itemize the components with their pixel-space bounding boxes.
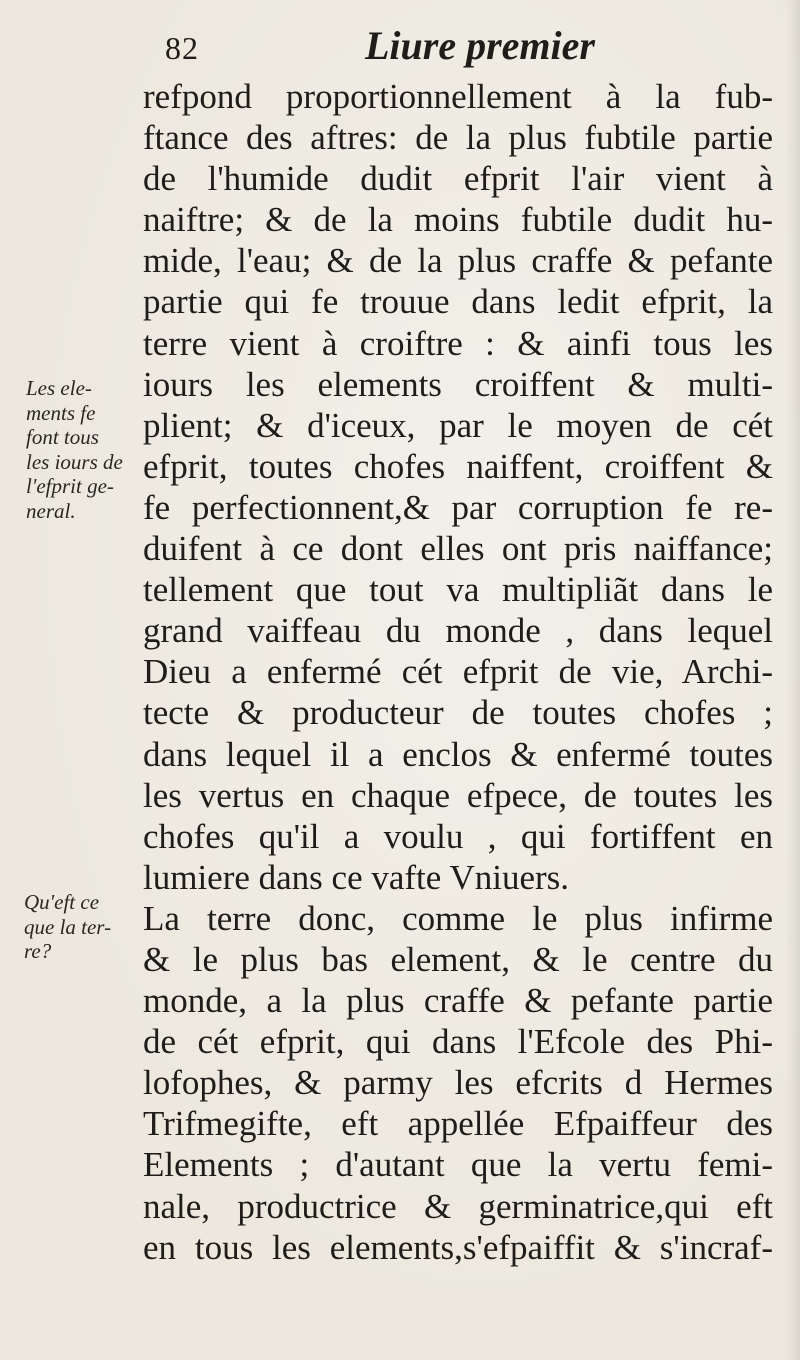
text-line: efprit, toutes chofes naiffent, croiffent & bbox=[143, 446, 773, 486]
margin-note-line: neral. bbox=[26, 498, 76, 523]
text-line: Dieu a enfermé cét efprit de vie, Archi- bbox=[143, 652, 773, 692]
page-number: 82 bbox=[165, 30, 199, 66]
page-edge-shadow bbox=[786, 0, 800, 1360]
text-line: partie qui fe trouue dans ledit efprit, la bbox=[143, 282, 773, 322]
text-line: chofes qu'il a voulu , qui fortiffent en bbox=[143, 816, 773, 856]
text-line: naiftre; & de la moins fubtile dudit hu- bbox=[143, 200, 773, 240]
text-line: terre vient à croiftre : & ainfi tous les bbox=[143, 323, 773, 363]
main-text-block bbox=[143, 76, 773, 1268]
margin-note-line: que la ter- bbox=[24, 914, 112, 939]
text-line: La terre donc, comme le plus infirme bbox=[143, 898, 773, 938]
margin-note-line: Qu'eft ce bbox=[24, 890, 100, 914]
text-line: monde, a la plus craffe & pefante partie bbox=[143, 981, 773, 1021]
text-line: Trifmegifte, eft appellée Efpaiffeur des bbox=[143, 1104, 773, 1144]
text-line: & le plus bas element, & le centre du bbox=[143, 939, 773, 979]
text-line: duifent à ce dont elles ont pris naiffance; bbox=[143, 529, 773, 569]
text-line: tecte & producteur de toutes chofes ; bbox=[143, 693, 773, 733]
text-line: ftance des aftres: de la plus fubtile partie bbox=[143, 118, 773, 158]
text-line: lumiere dans ce vafte Vniuers. bbox=[143, 857, 569, 897]
page-header bbox=[0, 22, 800, 72]
text-line: les vertus en chaque efpece, de toutes les bbox=[143, 775, 773, 815]
margin-note-earth bbox=[24, 890, 124, 964]
margin-note-line: font tous bbox=[26, 425, 99, 449]
text-line: Elements ; d'autant que la vertu femi- bbox=[143, 1145, 773, 1185]
margin-note-line: re? bbox=[24, 939, 52, 963]
text-line: iours les elements croiffent & multi- bbox=[143, 364, 773, 404]
margin-note-line: Les ele- bbox=[26, 376, 92, 400]
text-line: en tous les elements,s'efpaiffit & s'incraf- bbox=[143, 1227, 773, 1267]
text-line: dans lequel il a enclos & enfermé toutes bbox=[143, 734, 773, 774]
margin-note-elements bbox=[26, 376, 126, 523]
text-line: plient; & d'iceux, par le moyen de cét bbox=[143, 405, 773, 445]
text-line: de l'humide dudit efprit l'air vient à bbox=[143, 159, 773, 199]
margin-note-line: les iours de bbox=[26, 449, 123, 474]
text-line: lofophes, & parmy les efcrits d Hermes bbox=[143, 1063, 773, 1103]
text-line: mide, l'eau; & de la plus craffe & pefante bbox=[143, 241, 773, 281]
margin-note-line: l'efprit ge- bbox=[26, 474, 114, 498]
text-line: grand vaiffeau du monde , dans lequel bbox=[143, 611, 773, 651]
text-line: fe perfectionnent,& par corruption fe re- bbox=[143, 487, 773, 527]
text-line: de cét efprit, qui dans l'Efcole des Phi- bbox=[143, 1022, 773, 1062]
running-title: Liure premier bbox=[365, 23, 595, 68]
margin-note-line: ments fe bbox=[26, 400, 96, 425]
text-line: nale, productrice & germinatrice,qui eft bbox=[143, 1186, 773, 1226]
text-line: refpond proportionnellement à la fub- bbox=[143, 77, 773, 116]
text-line: tellement que tout va multipliãt dans le bbox=[143, 570, 773, 610]
